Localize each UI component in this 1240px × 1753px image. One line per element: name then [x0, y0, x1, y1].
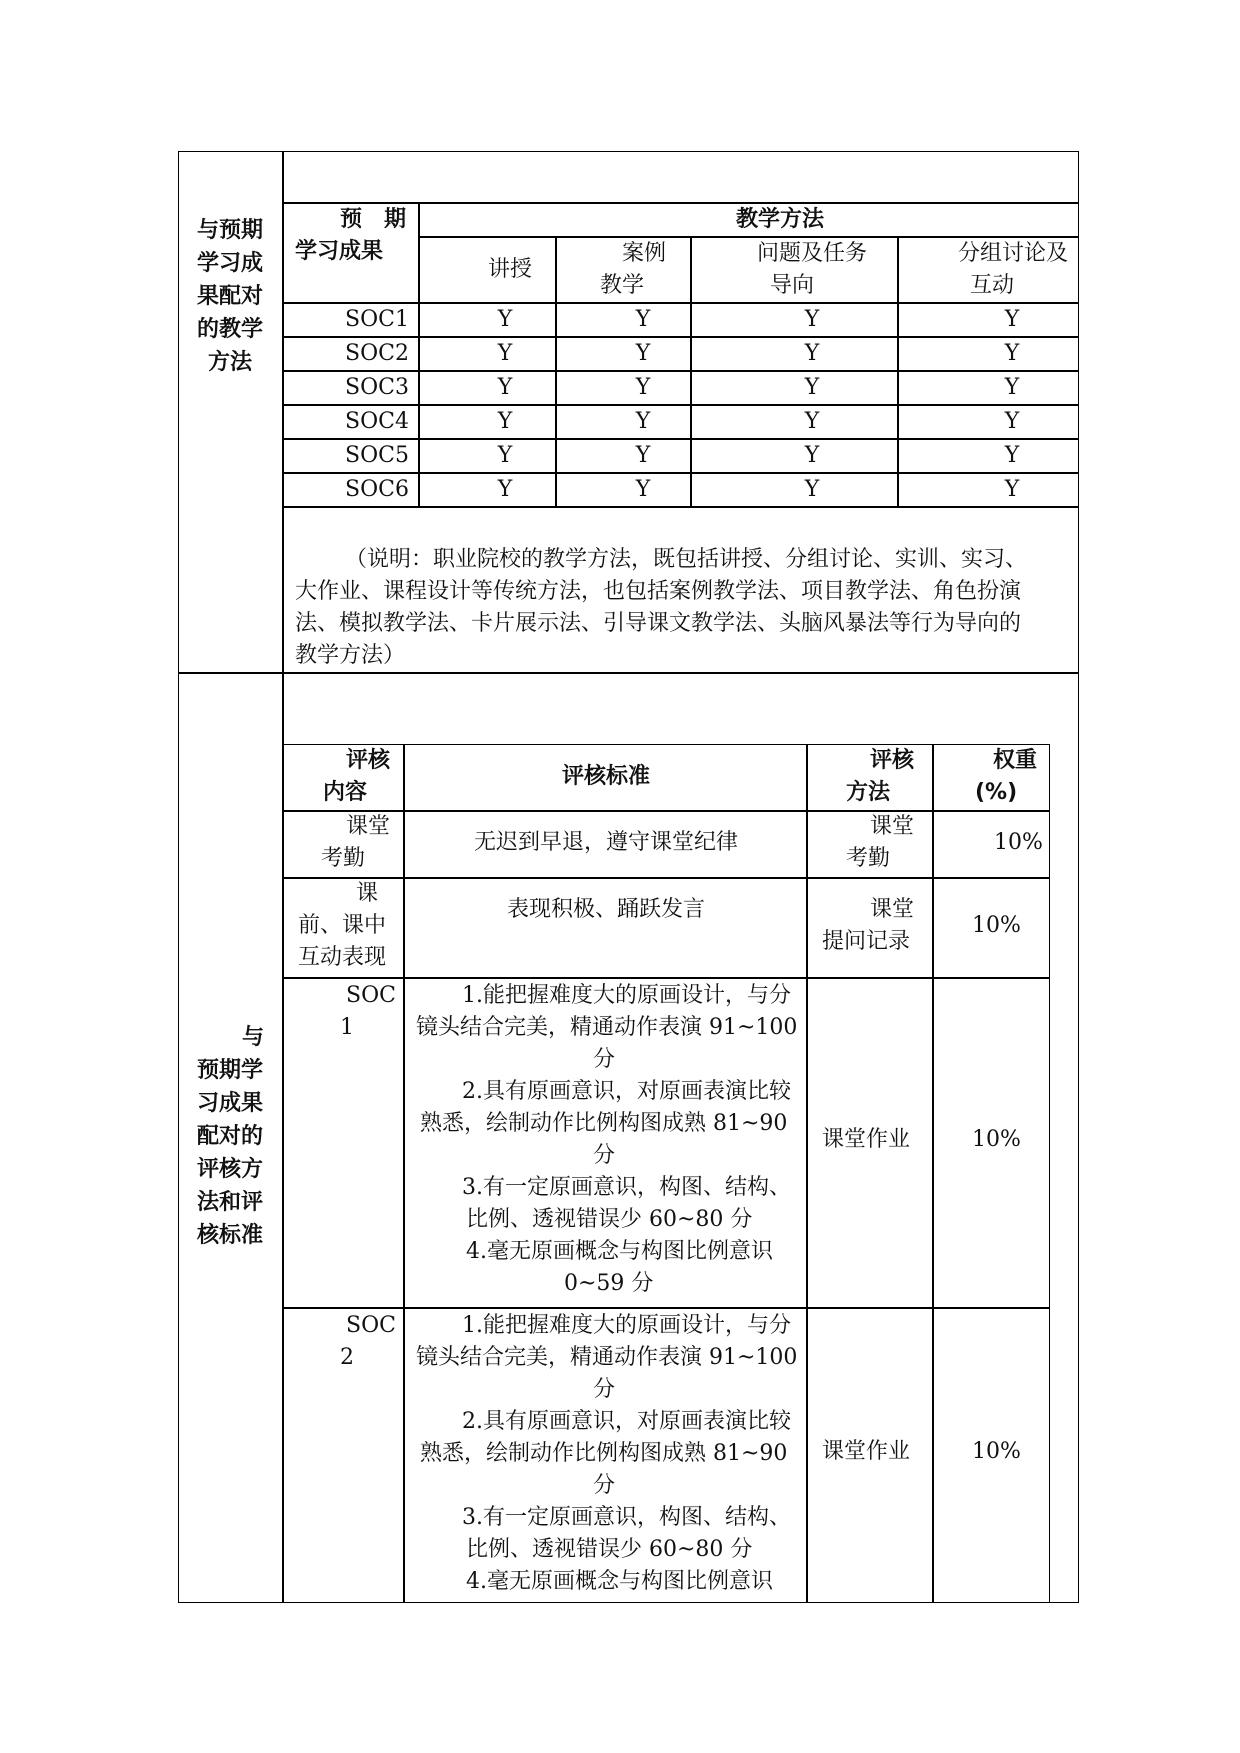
soc-cell: SOC6: [345, 477, 409, 502]
grid-line: [403, 744, 405, 1603]
assess-content: SOC: [346, 1313, 396, 1338]
y-cell: Y: [804, 341, 820, 366]
section2-label-line: 配对的: [196, 1124, 263, 1149]
soc-cell: SOC2: [345, 341, 409, 366]
y-cell: Y: [1004, 443, 1020, 468]
assess-content: 2: [340, 1345, 354, 1370]
assess-method: 课堂: [870, 897, 915, 922]
grid-line: [418, 202, 420, 506]
note-line: 教学方法）: [295, 643, 406, 668]
assess-standard: 1.能把握难度大的原画设计，与分: [462, 1313, 791, 1338]
assess-standard: 2.具有原画意识，对原画表演比较: [462, 1409, 791, 1434]
assess-header-standard: 评核标准: [561, 764, 650, 789]
assess-standard: 4.毫无原画概念与构图比例意识: [466, 1569, 773, 1594]
method-header-task: 问题及任务: [757, 241, 868, 266]
assess-content: 1: [340, 1015, 354, 1040]
y-cell: Y: [497, 443, 513, 468]
methods-title: 教学方法: [735, 207, 824, 232]
section1-label-line: 学习成: [196, 251, 263, 276]
soc-cell: SOC1: [345, 307, 409, 332]
assess-standard: 比例、透视错误少 60~80 分: [466, 1207, 753, 1232]
assess-header-method: 评核: [870, 748, 915, 773]
y-cell: Y: [804, 443, 820, 468]
section2-label-line: 习成果: [196, 1091, 263, 1116]
y-cell: Y: [804, 375, 820, 400]
method-header-task: 导向: [770, 273, 815, 298]
y-cell: Y: [1004, 375, 1020, 400]
assess-standard: 0~59 分: [564, 1271, 654, 1296]
section2-label-line: 法和评: [196, 1190, 263, 1215]
assess-content: 前、课中: [298, 913, 387, 938]
assess-standard: 无迟到早退，遵守课堂纪律: [473, 830, 738, 855]
assess-standard: 分: [593, 1377, 616, 1402]
assess-standard: 3.有一定原画意识，构图、结构、: [462, 1175, 791, 1200]
assess-content: 互动表现: [298, 945, 387, 970]
y-cell: Y: [635, 307, 651, 332]
y-cell: Y: [1004, 409, 1020, 434]
grid-line: [283, 877, 1050, 879]
outcome-header: 预 期: [340, 207, 407, 232]
note-line: 法、模拟教学法、卡片展示法、引导课文教学法、头脑风暴法等行为导向的: [295, 611, 1022, 636]
soc-cell: SOC3: [345, 375, 409, 400]
grid-line: [283, 977, 1050, 979]
assess-weight: 10%: [972, 913, 1021, 938]
assess-header-content: 评核: [346, 748, 391, 773]
y-cell: Y: [635, 409, 651, 434]
method-header-group: 分组讨论及: [958, 241, 1069, 266]
assess-standard: 比例、透视错误少 60~80 分: [466, 1537, 753, 1562]
y-cell: Y: [635, 443, 651, 468]
y-cell: Y: [497, 307, 513, 332]
y-cell: Y: [1004, 477, 1020, 502]
section2-label-line: 评核方: [196, 1157, 263, 1182]
assess-content: SOC: [346, 983, 396, 1008]
assess-standard: 镜头结合完美，精通动作表演 91~100: [416, 1015, 798, 1040]
assess-header-weight: 权重: [993, 748, 1038, 773]
grid-line: [283, 810, 1050, 812]
y-cell: Y: [497, 341, 513, 366]
assess-standard: 分: [593, 1473, 616, 1498]
method-header-case: 案例: [622, 241, 667, 266]
assess-header-method: 方法: [846, 780, 891, 805]
note-line: 大作业、课程设计等传统方法，也包括案例教学法、项目教学法、角色扮演: [295, 579, 1022, 604]
assess-standard: 镜头结合完美，精通动作表演 91~100: [416, 1345, 798, 1370]
y-cell: Y: [1004, 307, 1020, 332]
section2-label-line: 与: [241, 1025, 264, 1050]
grid-line: [283, 1307, 1050, 1309]
section1-label-line: 方法: [207, 350, 252, 375]
grid-line: [932, 744, 934, 1603]
assess-weight: 10%: [972, 1439, 1021, 1464]
assess-weight: 10%: [994, 830, 1043, 855]
method-header-group: 互动: [970, 273, 1015, 298]
assess-weight: 10%: [972, 1127, 1021, 1152]
assess-content: 课堂: [346, 814, 391, 839]
section2-label-line: 预期学: [196, 1058, 263, 1083]
y-cell: Y: [635, 477, 651, 502]
assess-standard: 3.有一定原画意识，构图、结构、: [462, 1505, 791, 1530]
y-cell: Y: [497, 409, 513, 434]
assess-method: 提问记录: [822, 929, 911, 954]
y-cell: Y: [1004, 341, 1020, 366]
assess-method: 课堂作业: [822, 1127, 911, 1152]
y-cell: Y: [497, 375, 513, 400]
grid-line: [806, 744, 808, 1603]
soc-cell: SOC4: [345, 409, 409, 434]
y-cell: Y: [635, 375, 651, 400]
assess-standard: 1.能把握难度大的原画设计，与分: [462, 983, 791, 1008]
section2-label-line: 核标准: [196, 1223, 263, 1248]
assess-header-content: 内容: [323, 780, 368, 805]
y-cell: Y: [497, 477, 513, 502]
section1-label-line: 果配对: [196, 284, 263, 309]
y-cell: Y: [804, 307, 820, 332]
grid-line: [897, 236, 899, 506]
soc-cell: SOC5: [345, 443, 409, 468]
section1-label-line: 与预期: [196, 218, 263, 243]
y-cell: Y: [804, 477, 820, 502]
assess-method: 课堂: [870, 814, 915, 839]
assess-standard: 分: [593, 1143, 616, 1168]
method-header-case: 教学: [600, 273, 645, 298]
assess-method: 课堂作业: [822, 1439, 911, 1464]
assess-header-weight: (%): [975, 780, 1018, 805]
assess-standard: 分: [593, 1047, 616, 1072]
assess-method: 考勤: [846, 846, 891, 871]
section-divider: [178, 672, 1079, 674]
method-header-lecture: 讲授: [487, 257, 532, 282]
section1-label-line: 的教学: [196, 317, 263, 342]
assess-standard: 熟悉，绘制动作比例构图成熟 81~90: [420, 1441, 788, 1466]
y-cell: Y: [635, 341, 651, 366]
y-cell: Y: [804, 409, 820, 434]
assess-standard: 表现积极、踊跃发言: [506, 897, 705, 922]
assess-standard: 熟悉，绘制动作比例构图成熟 81~90: [420, 1111, 788, 1136]
outcome-header: 学习成果: [295, 239, 384, 264]
assess-content: 考勤: [321, 846, 366, 871]
assess-standard: 4.毫无原画概念与构图比例意识: [466, 1239, 773, 1264]
note-line: （说明：职业院校的教学方法，既包括讲授、分组讨论、实训、实习、: [345, 547, 1028, 572]
assess-standard: 2.具有原画意识，对原画表演比较: [462, 1079, 791, 1104]
assess-content: 课: [356, 881, 379, 906]
grid-line: [555, 236, 557, 506]
grid-line: [284, 506, 1079, 508]
grid-line: [690, 236, 692, 506]
